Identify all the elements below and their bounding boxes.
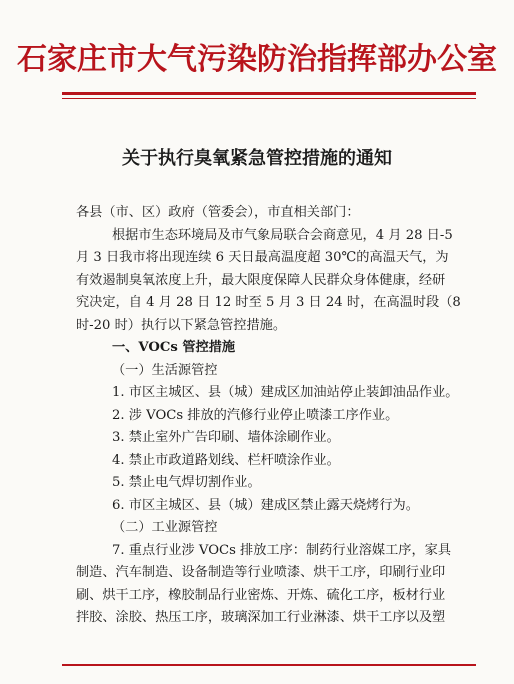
header-red-rule-thick	[62, 92, 476, 95]
subsection-heading: （二）工业源管控	[112, 520, 218, 535]
addressee-line: 各县（市、区）政府（管委会），市直相关部门：	[76, 205, 360, 220]
notice-body	[76, 202, 486, 630]
list-item-continuation: 刷、烘干工序，橡胶制品行业密炼、开炼、硫化工序，板材行业	[76, 587, 446, 603]
intro-line: 有效遏制臭氧浓度上升，最大限度保障人民群众身体健康，经研	[76, 272, 446, 288]
list-item: 2. 涉 VOCs 排放的汽修行业停止喷漆工序作业。	[112, 407, 399, 423]
subsection-heading: （一）生活源管控	[112, 362, 218, 378]
list-item: 1. 市区主城区、县（城）建成区加油站停止装卸油品作业。	[112, 385, 459, 400]
intro-line: 根据市生态环境局及市气象局联合会商意见，4 月 28 日-5	[112, 227, 453, 243]
list-item: 6. 市区主城区、县（城）建成区禁止露天烧烤行为。	[112, 497, 419, 513]
section-heading: 一、VOCs 管控措施	[112, 340, 236, 355]
intro-line: 月 3 日我市将出现连续 6 天日最高温度超 30℃的高温天气，为	[76, 250, 449, 265]
footer-red-rule	[62, 664, 476, 666]
intro-line: 时-20 时）执行以下紧急管控措施。	[76, 317, 287, 333]
header-red-rule-thin	[62, 98, 476, 99]
list-item-continuation: 拌胶、涂胶、热压工序，玻璃深加工行业淋漆、烘干工序以及塑	[76, 610, 446, 625]
intro-line: 究决定，自 4 月 28 日 12 时至 5 月 3 日 24 时，在高温时段（8	[76, 295, 461, 310]
list-item: 5. 禁止电气焊切割作业。	[112, 475, 261, 490]
issuing-office-header: 石家庄市大气污染防治指挥部办公室	[17, 42, 497, 77]
list-item: 4. 禁止市政道路划线、栏杆喷涂作业。	[112, 452, 340, 468]
list-item: 7. 重点行业涉 VOCs 排放工序：制药行业溶媒工序，家具	[112, 542, 452, 558]
notice-title: 关于执行臭氧紧急管控措施的通知	[122, 148, 392, 169]
list-item-continuation: 制造、汽车制造、设备制造等行业喷漆、烘干工序，印刷行业印	[76, 565, 446, 580]
list-item: 3. 禁止室外广告印刷、墙体涂刷作业。	[112, 430, 340, 445]
